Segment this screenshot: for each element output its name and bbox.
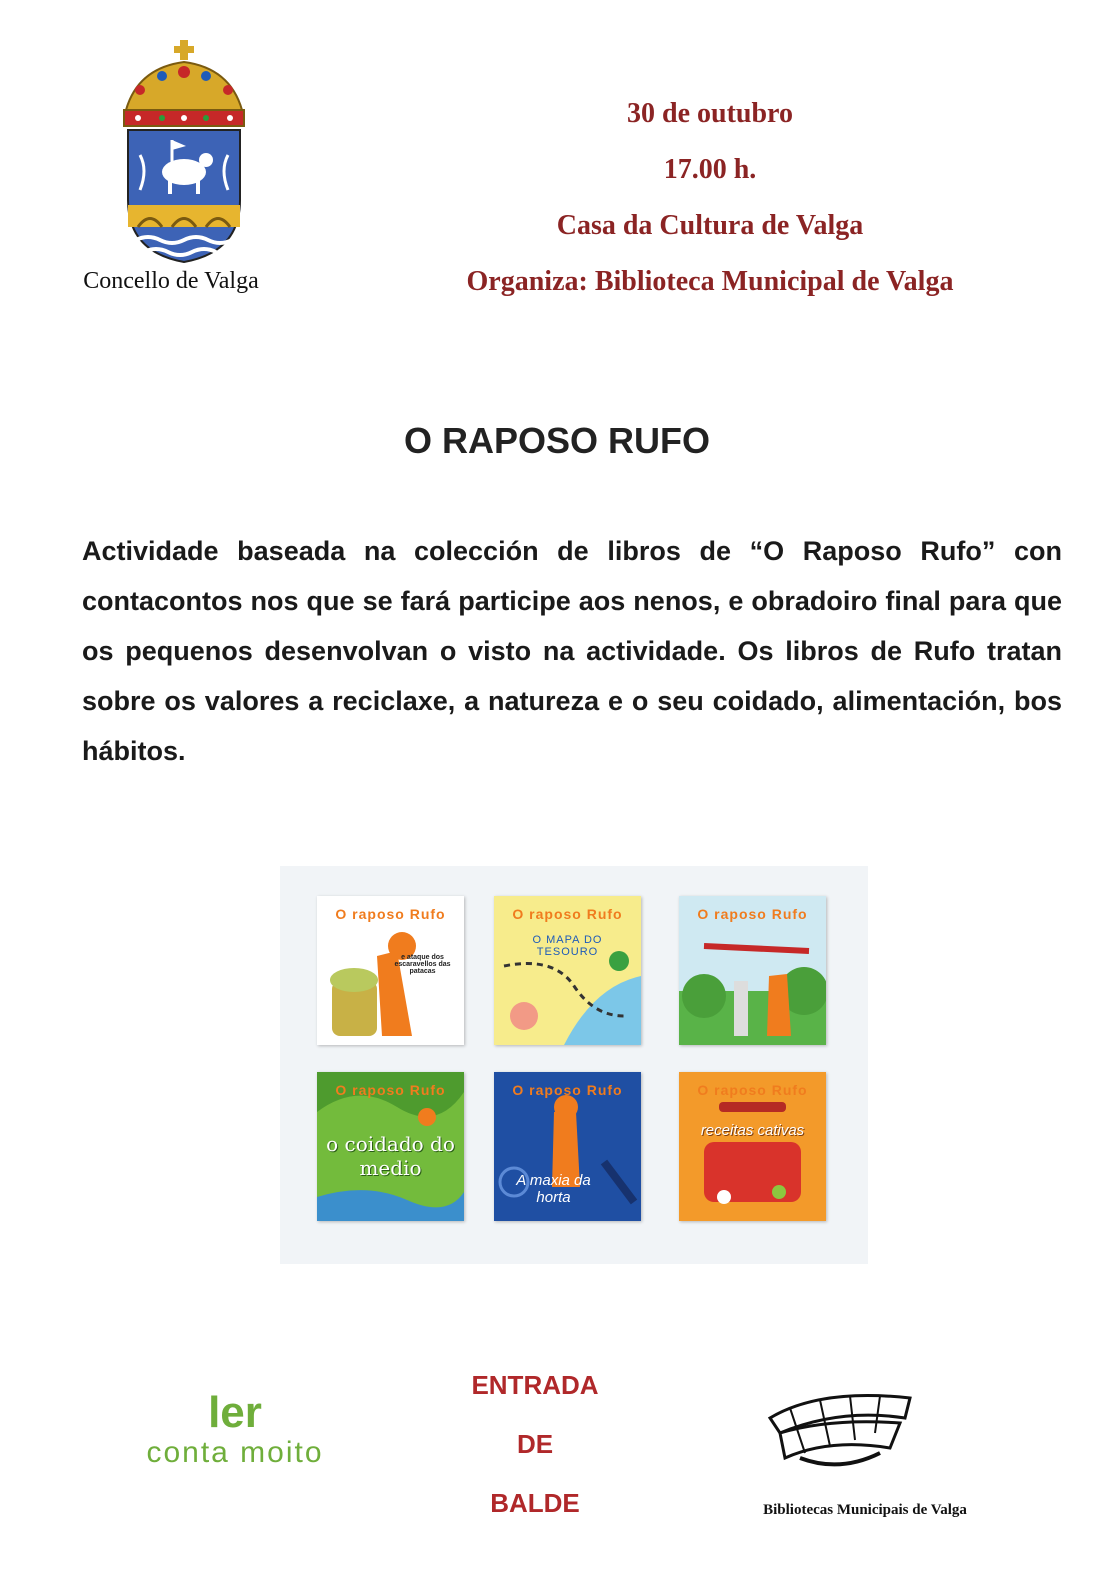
- book-covers-panel: [280, 866, 868, 1264]
- book-subtitle: o coidado do medio: [326, 1132, 455, 1180]
- event-place: Casa da Cultura de Valga: [556, 210, 864, 241]
- event-time: 17.00 h.: [663, 154, 757, 185]
- book-cover: [317, 896, 464, 1045]
- event-date: 30 de outubro: [627, 98, 793, 129]
- book-cover: [494, 1072, 641, 1221]
- book-cover: [679, 1072, 826, 1221]
- ler-logo-tagline: conta moito: [146, 1436, 324, 1469]
- book-subtitle: receitas cativas: [700, 1122, 805, 1139]
- ler-logo-word: ler: [208, 1388, 262, 1437]
- book-cover: [679, 896, 826, 1045]
- free-entry-line-2: DE: [516, 1429, 554, 1459]
- activity-title: O RAPOSO RUFO: [403, 420, 711, 461]
- book-subtitle: O MAPA DO TESOURO: [532, 934, 603, 958]
- ler-conta-moito-logo: [100, 1390, 370, 1470]
- book-title: O raposo Rufo: [697, 906, 808, 922]
- book-subtitle: A maxia da horta: [516, 1172, 591, 1206]
- book-title: O raposo Rufo: [512, 906, 623, 922]
- event-organizer: Organiza: Biblioteca Municipal de Valga: [466, 266, 954, 297]
- valga-coat-of-arms: [118, 40, 250, 265]
- book-title: O raposo Rufo: [697, 1082, 808, 1098]
- book-subtitle: e ataque dos escaravellos das patacas: [394, 954, 451, 975]
- book-cover: [317, 1072, 464, 1221]
- bibliotecas-logo: [760, 1378, 920, 1478]
- book-title: O raposo Rufo: [512, 1082, 623, 1098]
- book-title: O raposo Rufo: [335, 906, 446, 922]
- event-info: [380, 86, 1040, 310]
- free-entry-line-3: BALDE: [490, 1488, 580, 1518]
- free-entry-line-1: ENTRADA: [471, 1370, 599, 1400]
- concello-label: Concello de Valga: [83, 268, 259, 294]
- book-title: O raposo Rufo: [335, 1082, 446, 1098]
- book-cover: [494, 896, 641, 1045]
- bibliotecas-label: Bibliotecas Municipais de Valga: [763, 1502, 967, 1518]
- activity-description: Actividade baseada na colección de libros de “O Raposo Rufo” con contacontos nos que se fará participe aos nenos, e obradoiro final para que os pequenos desenvolvan o visto na actividade. Os libros de Rufo tratan sobre os valores a reciclaxe, a natureza e o seu coidado, alimentación, bos hábitos.: [82, 536, 1062, 766]
- free-entry-notice: [420, 1356, 650, 1533]
